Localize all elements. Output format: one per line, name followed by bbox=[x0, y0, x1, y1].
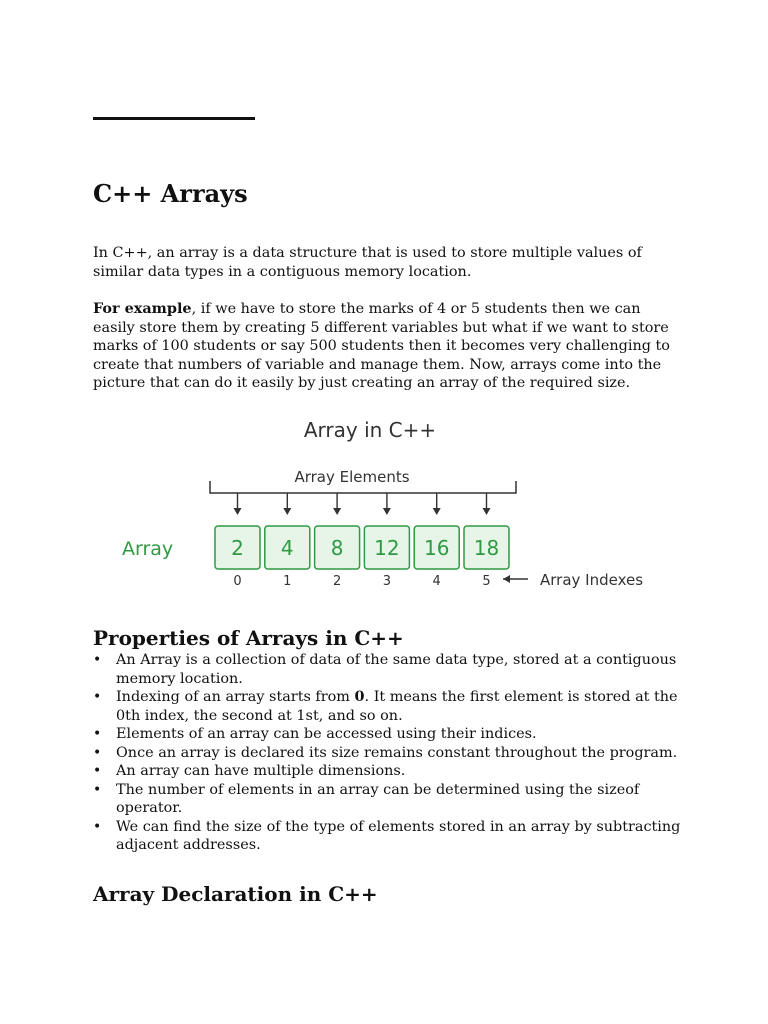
bullet-icon: • bbox=[93, 744, 102, 761]
array-value: 12 bbox=[374, 536, 400, 560]
element-arrow-head bbox=[333, 508, 341, 515]
page-title: C++ Arrays bbox=[93, 179, 248, 208]
property-item bbox=[93, 744, 683, 763]
element-arrow-head bbox=[234, 508, 242, 515]
property-item bbox=[93, 651, 683, 688]
property-item bbox=[93, 725, 683, 744]
array-boxes bbox=[215, 526, 509, 569]
property-item bbox=[93, 818, 683, 855]
example-paragraph bbox=[93, 300, 683, 393]
property-text: Elements of an array can be accessed using their indices. bbox=[116, 726, 537, 742]
element-arrow-head bbox=[483, 508, 491, 515]
bullet-icon: • bbox=[93, 689, 102, 705]
top-divider bbox=[93, 117, 255, 120]
property-bold: 0 bbox=[354, 688, 365, 705]
property-text: Once an array is declared its size remains constant throughout the program. bbox=[116, 744, 678, 761]
array-index: 3 bbox=[382, 574, 392, 589]
bullet-icon: • bbox=[93, 726, 102, 742]
properties-list bbox=[93, 651, 683, 855]
array-index: 0 bbox=[233, 574, 242, 589]
array-index: 1 bbox=[283, 574, 292, 589]
property-item bbox=[93, 688, 683, 725]
property-item bbox=[93, 781, 683, 818]
bullet-icon: • bbox=[93, 781, 102, 798]
array-elements-label: Array Elements bbox=[294, 468, 410, 486]
bullet-icon: • bbox=[93, 763, 102, 779]
array-indexes bbox=[233, 574, 490, 589]
array-index: 2 bbox=[332, 574, 342, 589]
array-value: 2 bbox=[231, 536, 244, 560]
array-index: 5 bbox=[482, 574, 491, 589]
element-arrows bbox=[234, 493, 491, 515]
example-bold-lead: For example bbox=[93, 300, 192, 317]
property-text: An array can have multiple dimensions. bbox=[116, 763, 406, 779]
declaration-heading: Array Declaration in C++ bbox=[93, 882, 378, 906]
array-indexes-label: Array Indexes bbox=[540, 571, 644, 589]
property-text: We can find the size of the type of elements stored in an array by subtracting adjacent addresses. bbox=[116, 818, 681, 853]
intro-paragraph: In C++, an array is a data structure that is used to store multiple values of similar data types in a contiguous memory location. bbox=[93, 245, 642, 280]
array-value: 18 bbox=[473, 536, 500, 560]
bullet-icon: • bbox=[93, 818, 102, 835]
indexes-arrow-head bbox=[503, 575, 510, 583]
array-diagram bbox=[100, 405, 680, 605]
array-value: 8 bbox=[330, 536, 344, 560]
element-arrow-head bbox=[433, 508, 441, 515]
element-arrow-head bbox=[283, 508, 291, 515]
element-arrow-head bbox=[383, 508, 391, 515]
bullet-icon: • bbox=[93, 652, 102, 668]
array-value: 16 bbox=[423, 536, 450, 560]
array-index: 4 bbox=[432, 574, 441, 589]
property-item bbox=[93, 762, 683, 781]
diagram-title: Array in C++ bbox=[303, 418, 437, 442]
property-text: An Array is a collection of data of the same data type, stored at a contiguous memory location. bbox=[116, 652, 677, 687]
array-value: 4 bbox=[280, 536, 294, 560]
property-text: . It means the first element is stored at the 0th index, the second at 1st, and so on. bbox=[116, 689, 678, 724]
array-label: Array bbox=[122, 538, 174, 560]
properties-heading: Properties of Arrays in C++ bbox=[93, 626, 404, 650]
property-text: The number of elements in an array can be determined using the sizeof operator. bbox=[116, 781, 640, 816]
example-text: , if we have to store the marks of 4 or 5 students then we can easily store them by creating 5 different variables but what if we want to store marks of 100 students or say 500 students then it becomes very challenging to create that numbers of variable and manage them. Now, arrays come into the picture that can do it easily by just creating an array of the required size. bbox=[93, 301, 670, 391]
property-text: Indexing of an array starts from bbox=[116, 689, 355, 705]
